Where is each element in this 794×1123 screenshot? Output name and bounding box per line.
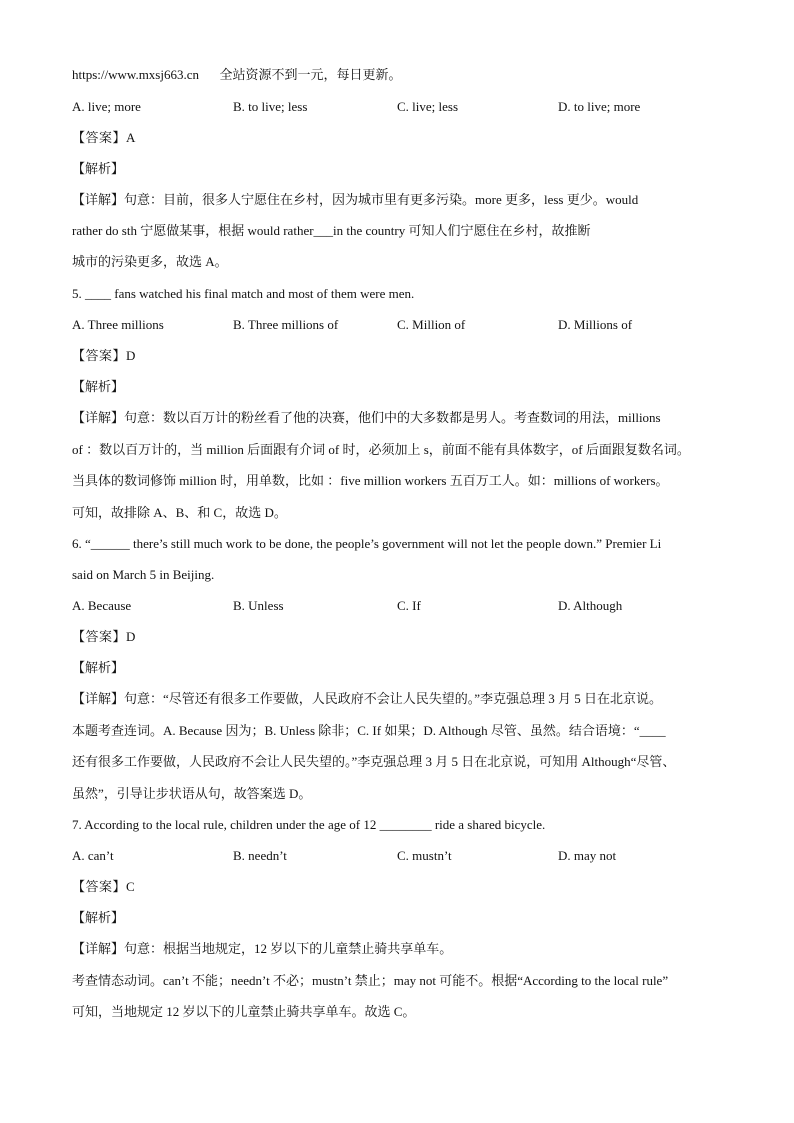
q6-analysis-heading: 【解析】 xyxy=(72,660,125,675)
q6-detail-line: 虽然”，引导让步状语从句，故答案选 D。 xyxy=(72,786,312,801)
site-url[interactable]: https://www.mxsj663.cn xyxy=(72,67,199,82)
q5-detail-line: of ：数以百万计的，当 million 后面跟有介词 of 时，必须加上 s，前面不能有具体数字，of 后面跟复数名词。 xyxy=(72,442,690,457)
q4-option-a: A. live; more xyxy=(72,99,141,114)
q5-detail-line: 当具体的数词修饰 million 时，用单数，比如 ：five million workers 五百万工人。如：millions of workers。 xyxy=(72,473,669,488)
q4-option-d: D. to live; more xyxy=(558,99,641,114)
q5-option-a: A. Three millions xyxy=(72,317,164,332)
q5-detail-line: 可知，故排除 A、B、和 C，故选 D。 xyxy=(72,505,287,520)
q5-option-d: D. Millions of xyxy=(558,317,633,332)
q5-option-b: B. Three millions of xyxy=(233,317,339,332)
q6-stem-line: said on March 5 in Beijing. xyxy=(72,567,215,582)
q5-detail-line: 【详解】句意：数以百万计的粉丝看了他的决赛，他们中的大多数都是男人。考查数词的用法，millions xyxy=(72,410,661,425)
q7-option-a: A. can’t xyxy=(72,848,114,863)
q6-option-a: A. Because xyxy=(72,598,132,613)
q7-detail-line: 【详解】句意：根据当地规定，12 岁以下的儿童禁止骑共享单车。 xyxy=(72,941,453,956)
site-header xyxy=(72,66,402,84)
q6-option-b: B. Unless xyxy=(233,598,284,613)
q6-stem-line: 6. “______ there’s still much work to be done, the people’s government will not let the people down.” Premier Li xyxy=(72,536,662,551)
q6-detail-line: 【详解】句意：“尽管还有很多工作要做，人民政府不会让人民失望的。”李克强总理 3 月 5 日在北京说。 xyxy=(72,691,663,706)
q4-option-b: B. to live; less xyxy=(233,99,308,114)
q6-option-c: C. If xyxy=(397,598,421,613)
q5-answer: 【答案】D xyxy=(72,348,136,363)
q6-detail-line: 本题考查连词。A. Because 因为；B. Unless 除非；C. If 如果；D. Although 尽管、虽然。结合语境：“____ xyxy=(72,723,666,738)
q7-option-b: B. needn’t xyxy=(233,848,287,863)
q4-detail-line: 【详解】句意：目前，很多人宁愿住在乡村，因为城市里有更多污染。more 更多，less 更少。would xyxy=(72,192,639,207)
q6-option-d: D. Although xyxy=(558,598,623,613)
q7-stem: 7. According to the local rule, children under the age of 12 ________ ride a shared bicycle. xyxy=(72,817,546,832)
site-slogan: 全站资源不到一元，每日更新。 xyxy=(219,67,402,82)
q6-detail-line: 还有很多工作要做，人民政府不会让人民失望的。”李克强总理 3 月 5 日在北京说，可知用 Although“尽管、 xyxy=(72,754,676,769)
q7-answer: 【答案】C xyxy=(72,879,136,894)
q4-option-c: C. live; less xyxy=(397,99,459,114)
q5-analysis-heading: 【解析】 xyxy=(72,379,125,394)
q5-option-c: C. Million of xyxy=(397,317,466,332)
q4-detail-line: 城市的污染更多，故选 A。 xyxy=(72,254,228,269)
q7-analysis-heading: 【解析】 xyxy=(72,910,125,925)
q4-detail-line: rather do sth 宁愿做某事，根据 would rather___in the country 可知人们宁愿住在乡村，故推断 xyxy=(72,223,591,238)
q4-analysis-heading: 【解析】 xyxy=(72,161,125,176)
q4-answer: 【答案】A xyxy=(72,130,136,145)
q5-stem: 5. ____ fans watched his final match and most of them were men. xyxy=(72,286,415,301)
q7-option-d: D. may not xyxy=(558,848,617,863)
q6-answer: 【答案】D xyxy=(72,629,136,644)
q7-detail-line: 考查情态动词。can’t 不能；needn’t 不必；mustn’t 禁止；may not 可能不。根据“According to the local rule” xyxy=(72,973,669,988)
q7-option-c: C. mustn’t xyxy=(397,848,452,863)
q7-detail-line: 可知，当地规定 12 岁以下的儿童禁止骑共享单车。故选 C。 xyxy=(72,1004,416,1019)
